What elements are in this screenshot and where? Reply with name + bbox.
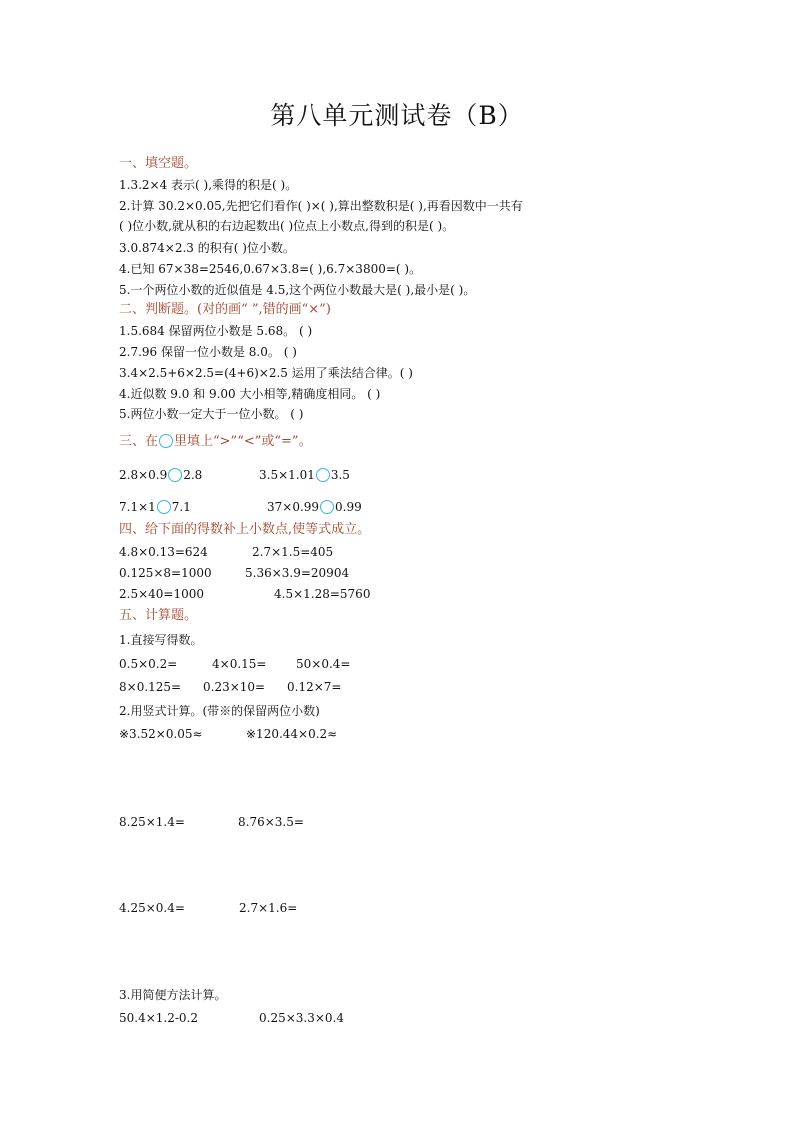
circle-outline-icon[interactable] xyxy=(168,468,182,482)
fill-blank-q2-line1: 2.计算 30.2×0.05,先把它们看作( )×( ),算出整数积是( ),再看因数中一共有 xyxy=(119,199,523,213)
calc-part-1-title: 1.直接写得数。 xyxy=(119,633,203,647)
page-title: 第八单元测试卷（B） xyxy=(270,101,524,130)
oral-calc-item: 0.5×0.2= xyxy=(119,657,178,671)
compare-left: 7.1×1 xyxy=(119,500,156,514)
oral-calc-row-2 xyxy=(119,679,759,697)
compare-right: 0.99 xyxy=(335,500,362,514)
decimal-item: 4.8×0.13=624 xyxy=(119,545,208,559)
compare-item xyxy=(119,499,191,515)
fill-blank-q4: 4.已知 67×38=2546,0.67×3.8=( ),6.7×3800=( )。 xyxy=(119,262,422,276)
oral-calc-row-1 xyxy=(119,656,759,674)
fill-blank-q2-line2: ( )位小数,就从积的右边起数出( )位点上小数点,得到的积是( )。 xyxy=(119,219,455,233)
section-5-heading: 五、计算题。 xyxy=(119,608,198,623)
section-3-heading xyxy=(119,434,312,450)
fill-blank-q5: 5.一个两位小数的近似值是 4.5,这个两位小数最大是( ),最小是( )。 xyxy=(119,283,476,297)
vertical-calc-item: ※3.52×0.05≈ xyxy=(119,727,203,741)
compare-row-2 xyxy=(119,499,759,517)
fill-blank-q1: 1.3.2×4 表示( ),乘得的积是( )。 xyxy=(119,178,298,192)
decimal-item: 2.5×40=1000 xyxy=(119,587,205,601)
judge-q2: 2.7.96 保留一位小数是 8.0。 ( ) xyxy=(119,345,297,359)
circle-outline-icon[interactable] xyxy=(316,468,330,482)
judge-q3: 3.4×2.5+6×2.5=(4+6)×2.5 运用了乘法结合律。( ) xyxy=(119,366,413,380)
vertical-calc-item: 8.76×3.5= xyxy=(238,815,304,829)
section-2-heading: 二、判断题。(对的画“ ”,错的画“×”) xyxy=(119,302,331,317)
vertical-calc-item: 8.25×1.4= xyxy=(119,815,185,829)
compare-left: 37×0.99 xyxy=(267,500,320,514)
circle-outline-icon[interactable] xyxy=(320,500,334,514)
compare-right: 7.1 xyxy=(171,500,191,514)
section-3-heading-start: 三、在 xyxy=(119,434,159,449)
compare-right: 2.8 xyxy=(183,468,203,482)
vertical-calc-item: 4.25×0.4= xyxy=(119,901,185,915)
compare-item xyxy=(119,467,202,483)
decimal-item: 4.5×1.28=5760 xyxy=(274,587,371,601)
decimal-item: 0.125×8=1000 xyxy=(119,566,212,580)
compare-left: 2.8×0.9 xyxy=(119,468,168,482)
oral-calc-item: 0.12×7= xyxy=(287,680,342,694)
section-3-heading-end: 里填上“>”“<”或“=”。 xyxy=(174,434,312,449)
simplify-calc-item: 50.4×1.2-0.2 xyxy=(119,1011,198,1025)
compare-item xyxy=(267,499,362,515)
calc-part-2-title: 2.用竖式计算。(带※的保留两位小数) xyxy=(119,704,320,718)
oral-calc-item: 0.23×10= xyxy=(203,680,266,694)
judge-q5: 5.两位小数一定大于一位小数。 ( ) xyxy=(119,407,304,421)
calc-part-3-title: 3.用简便方法计算。 xyxy=(119,988,227,1002)
fill-blank-q3: 3.0.874×2.3 的积有( )位小数。 xyxy=(119,241,295,255)
decimal-item: 5.36×3.9=20904 xyxy=(245,566,350,580)
oral-calc-item: 50×0.4= xyxy=(296,657,351,671)
vertical-calc-row-2 xyxy=(119,814,759,832)
decimal-row-1 xyxy=(119,544,759,562)
vertical-calc-row-3 xyxy=(119,900,759,918)
compare-item xyxy=(259,467,350,483)
vertical-calc-item: 2.7×1.6= xyxy=(239,901,298,915)
section-1-heading: 一、填空题。 xyxy=(119,156,198,171)
judge-q4: 4.近似数 9.0 和 9.00 大小相等,精确度相同。 ( ) xyxy=(119,387,381,401)
compare-left: 3.5×1.01 xyxy=(259,468,315,482)
vertical-calc-item: ※120.44×0.2≈ xyxy=(246,727,338,741)
simplify-calc-row-1 xyxy=(119,1010,759,1028)
judge-q1: 1.5.684 保留两位小数是 5.68。 ( ) xyxy=(119,324,313,338)
decimal-item: 2.7×1.5=405 xyxy=(252,545,334,559)
section-4-heading: 四、给下面的得数补上小数点,使等式成立。 xyxy=(119,522,371,537)
circle-outline-icon[interactable] xyxy=(157,500,171,514)
compare-right: 3.5 xyxy=(330,468,350,482)
circle-outline-icon xyxy=(159,434,173,448)
decimal-row-2 xyxy=(119,565,759,583)
decimal-row-3 xyxy=(119,586,759,604)
simplify-calc-item: 0.25×3.3×0.4 xyxy=(259,1011,344,1025)
compare-row-1 xyxy=(119,467,759,485)
oral-calc-item: 4×0.15= xyxy=(212,657,267,671)
vertical-calc-row-1 xyxy=(119,726,759,744)
oral-calc-item: 8×0.125= xyxy=(119,680,182,694)
